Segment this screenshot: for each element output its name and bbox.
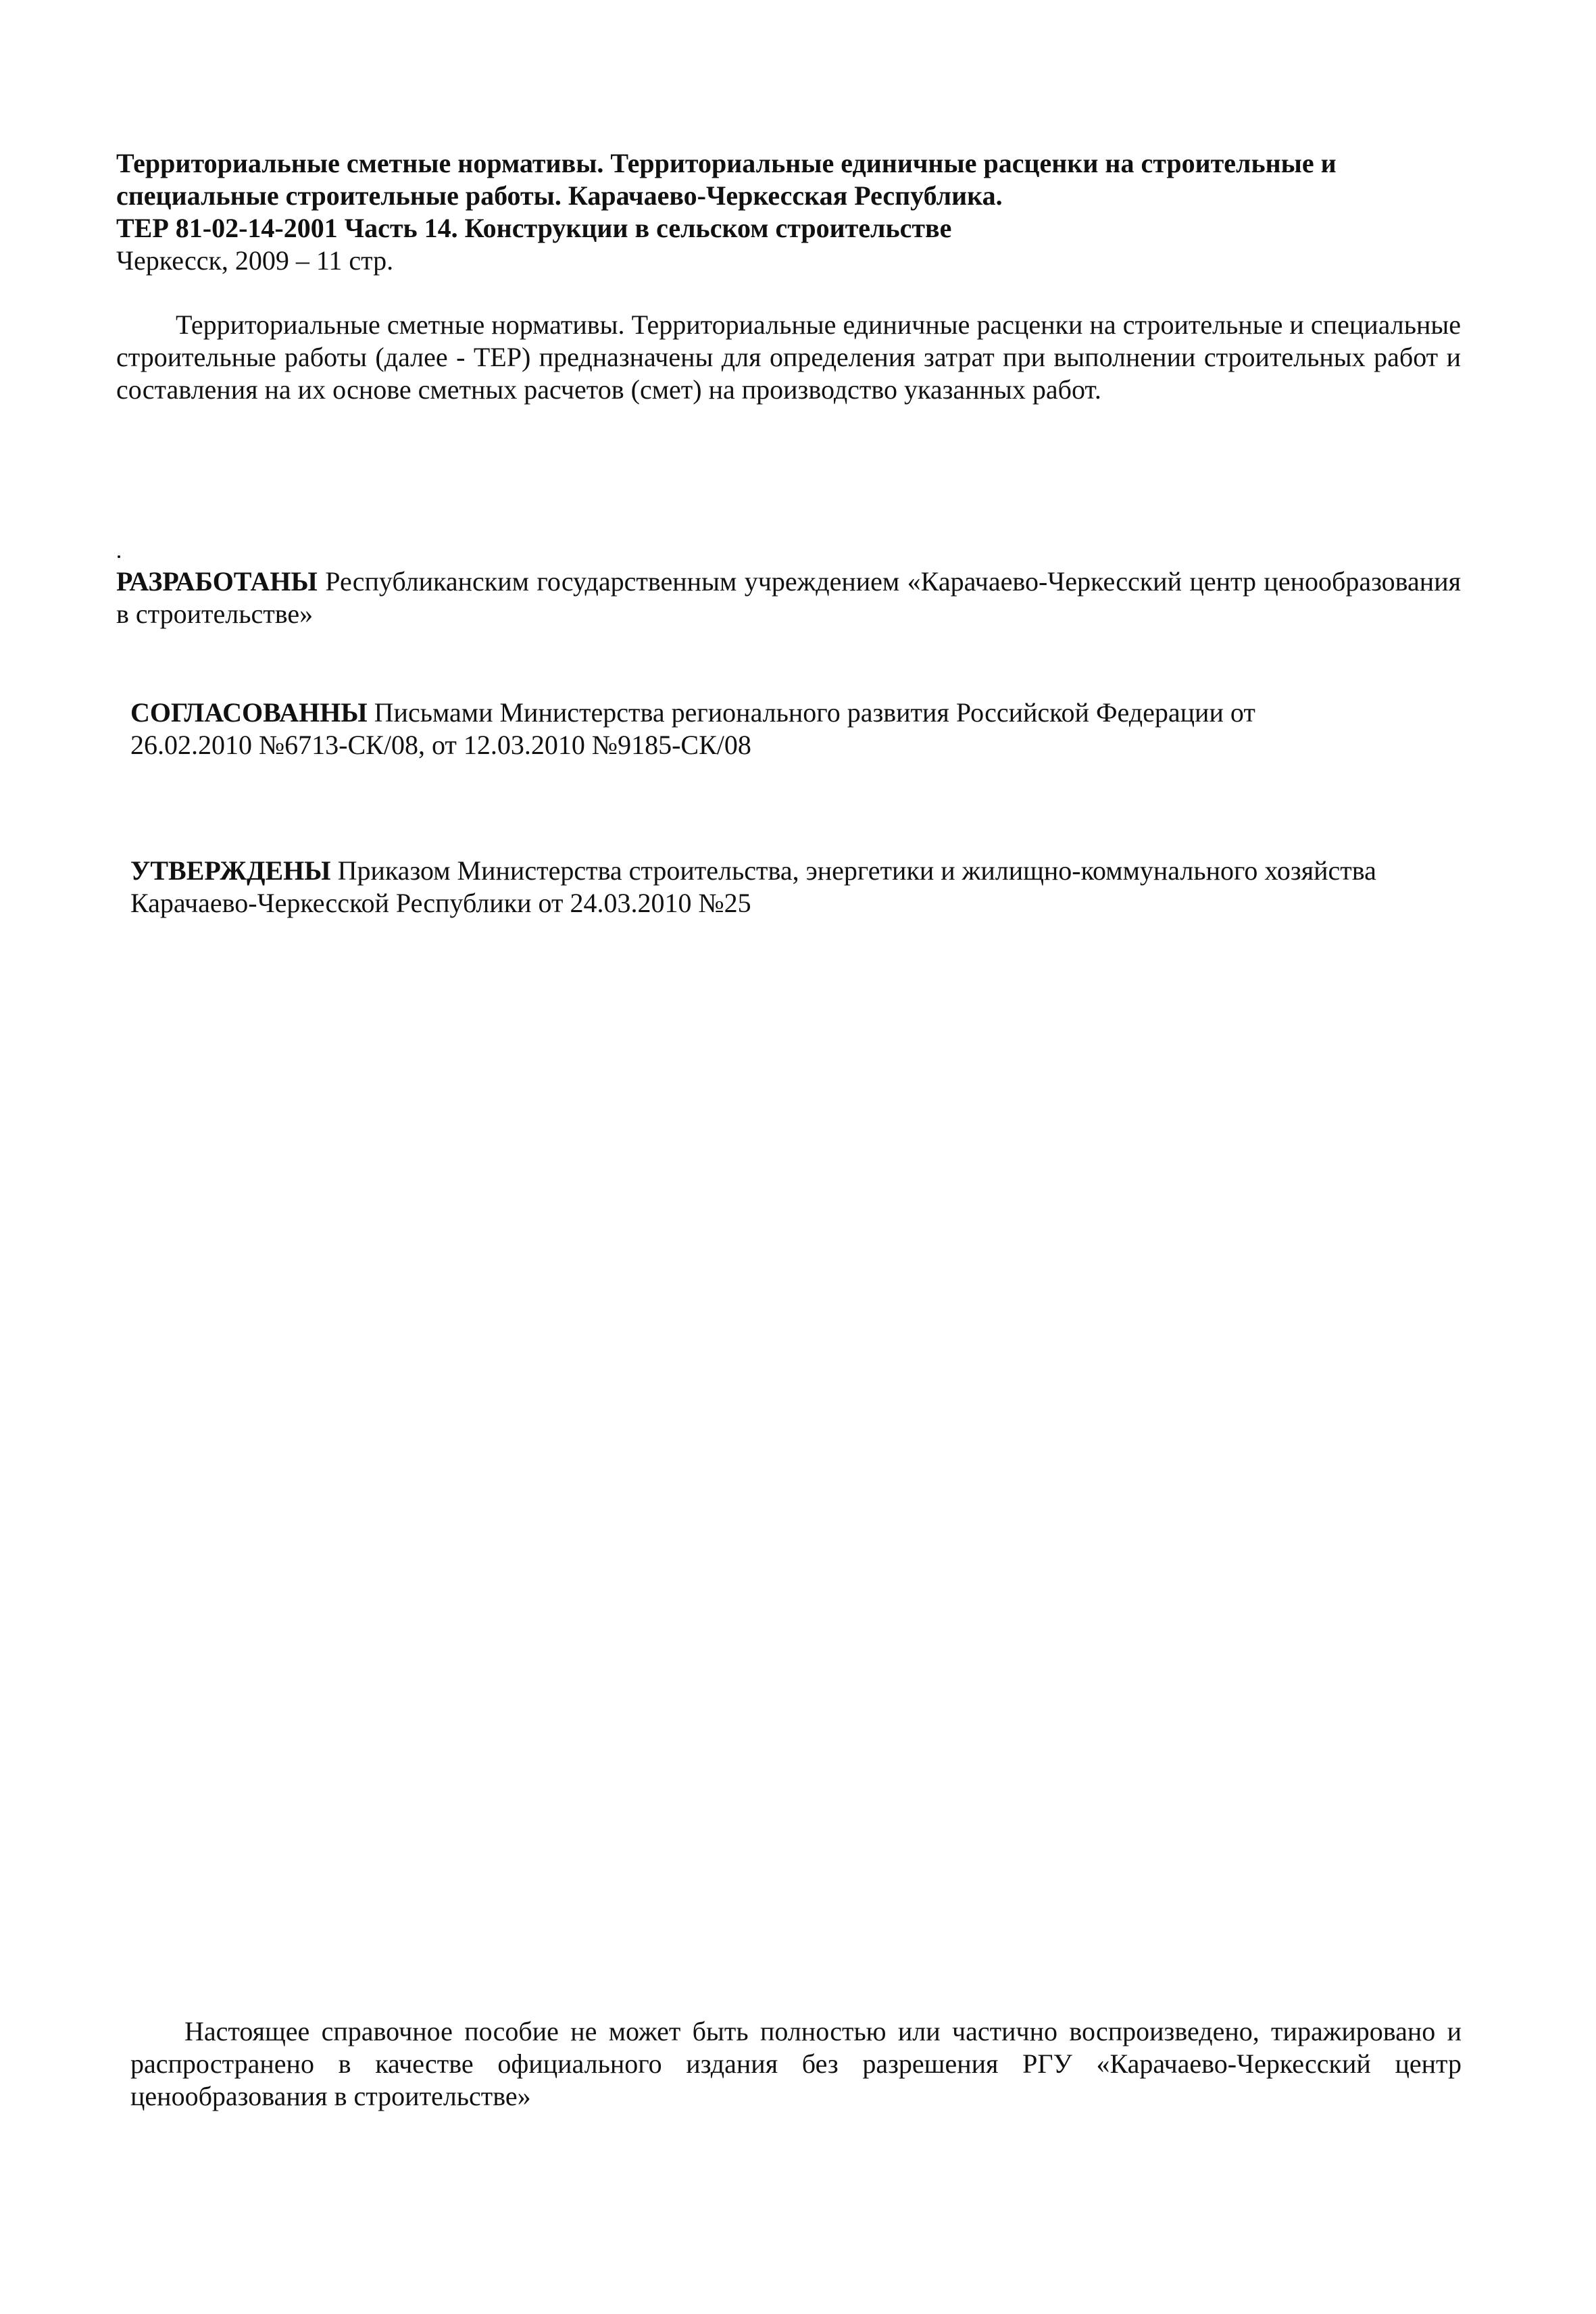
approved-paragraph xyxy=(130,855,1462,920)
developed-label: РАЗРАБОТАНЫ xyxy=(116,566,318,597)
copyright-notice: Настоящее справочное пособие не может быть полностью или частично воспроизведено, тиражировано и распространено в качестве официального издания без разрешения РГУ «Карачаево-Черкесский центр ценообразования в строительстве» xyxy=(130,2016,1462,2111)
agreed-label: СОГЛАСОВАННЫ xyxy=(130,697,368,728)
approved-label: УТВЕРЖДЕНЫ xyxy=(130,855,331,886)
header-title-line-1: Территориальные сметные нормативы. Территориальные единичные расценки на строительные и xyxy=(116,148,1337,178)
agreed-text-line-1: Письмами Министерства регионального развития Российской Федерации от xyxy=(367,697,1255,728)
intro-paragraph: Территориальные сметные нормативы. Территориальные единичные расценки на строительные и специальные строительные работы (далее - ТЕР) предназначены для определения затрат при выполнении строительных работ и составления на их основе сметных расчетов (смет) на производство указанных работ. xyxy=(116,309,1461,405)
scan-dot xyxy=(118,555,120,558)
agreed-paragraph xyxy=(130,697,1462,761)
document-header xyxy=(116,147,1441,277)
developed-paragraph xyxy=(116,565,1461,630)
approved-text-line-2: Карачаево-Черкесской Республики от 24.03.2010 №25 xyxy=(130,888,751,918)
header-place-year: Черкесск, 2009 – 11 стр. xyxy=(116,245,394,276)
agreed-text-line-2: 26.02.2010 №6713-СК/08, от 12.03.2010 №9185-СК/08 xyxy=(130,730,751,760)
header-title-line-2: специальные строительные работы. Карачаево-Черкесская Республика. xyxy=(116,180,1003,211)
header-code-line: ТЕР 81-02-14-2001 Часть 14. Конструкции в сельском строительстве xyxy=(116,213,952,243)
approved-text-line-1: Приказом Министерства строительства, энергетики и жилищно-коммунального хозяйства xyxy=(330,855,1376,886)
developed-text: Республиканским государственным учреждением «Карачаево-Черкесский центр ценообразования в строительстве» xyxy=(116,566,1461,629)
